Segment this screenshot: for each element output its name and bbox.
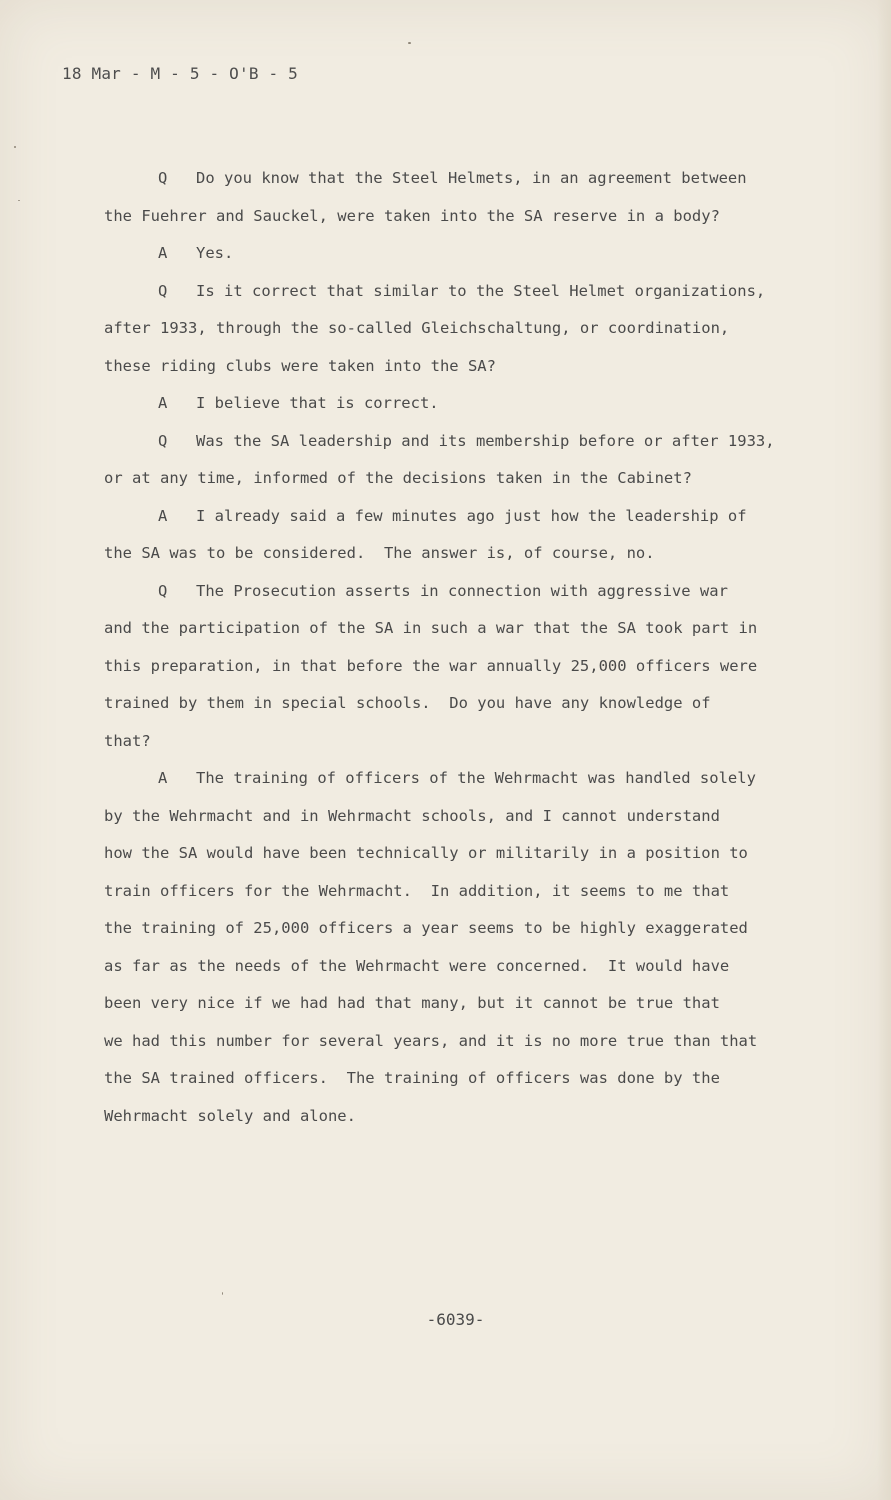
transcript-line: trained by them in special schools. Do you have any knowledge of xyxy=(104,694,711,712)
transcript-line: or at any time, informed of the decisions taken in the Cabinet? xyxy=(104,469,692,487)
qa-turn xyxy=(104,760,804,1135)
qa-turn xyxy=(104,385,804,423)
page-number: -6039- xyxy=(426,1310,485,1329)
paper-speck xyxy=(18,200,20,201)
transcript-line: we had this number for several years, and it is no more true than that xyxy=(104,1031,758,1050)
paper-speck xyxy=(14,146,16,148)
paper-speck xyxy=(408,42,411,44)
qa-turn xyxy=(104,498,804,573)
transcript-line: these riding clubs were taken into the SA? xyxy=(104,356,496,375)
transcript-line: as far as the needs of the Wehrmacht were concerned. It would have xyxy=(104,956,730,975)
transcript-line: train officers for the Wehrmacht. In addition, it seems to me that xyxy=(104,881,730,900)
page-edge-shadow xyxy=(877,0,891,1500)
transcript-line: Do you know that the Steel Helmets, in an agreement between xyxy=(196,169,747,187)
transcript-line: after 1933, through the so-called Gleichschaltung, or coordination, xyxy=(104,319,730,337)
speaker-label: A xyxy=(158,769,168,787)
transcript-line: and the participation of the SA in such a war that the SA took part in xyxy=(104,619,758,637)
transcript-line: how the SA would have been technically or militarily in a position to xyxy=(104,844,748,862)
transcript-line: I already said a few minutes ago just how the leadership of xyxy=(196,506,747,525)
transcript-line: Wehrmacht solely and alone. xyxy=(104,1106,356,1125)
transcript-line: that? xyxy=(104,731,151,750)
qa-turn xyxy=(104,423,804,498)
qa-turn xyxy=(104,573,804,761)
transcript-body xyxy=(104,160,804,1135)
speaker-label: A xyxy=(158,244,168,262)
transcript-line: been very nice if we had had that many, but it cannot be true that xyxy=(104,994,720,1012)
transcript-line: Was the SA leadership and its membership before or after 1933, xyxy=(196,431,775,450)
transcript-line: the SA trained officers. The training of officers was done by the xyxy=(104,1069,720,1087)
transcript-line: I believe that is correct. xyxy=(196,394,439,412)
transcript-line: the Fuehrer and Sauckel, were taken into the SA reserve in a body? xyxy=(104,206,720,225)
transcript-line: the SA was to be considered. The answer is, of course, no. xyxy=(104,544,655,562)
paper-speck xyxy=(222,1292,223,1295)
speaker-label: Q xyxy=(158,281,168,300)
speaker-label: Q xyxy=(158,169,168,187)
speaker-label: A xyxy=(158,394,168,412)
qa-turn xyxy=(104,235,804,273)
transcript-line: Yes. xyxy=(196,244,234,262)
transcript-line: the training of 25,000 officers a year seems to be highly exaggerated xyxy=(104,919,748,937)
speaker-label: Q xyxy=(158,581,168,600)
transcript-line: The training of officers of the Wehrmacht was handled solely xyxy=(196,769,756,787)
speaker-label: Q xyxy=(158,431,168,450)
transcript-line: Is it correct that similar to the Steel Helmet organizations, xyxy=(196,281,766,300)
transcript-line: this preparation, in that before the war annually 25,000 officers were xyxy=(104,656,758,675)
qa-turn xyxy=(104,160,804,235)
transcript-line: by the Wehrmacht and in Wehrmacht schools, and I cannot understand xyxy=(104,806,720,825)
speaker-label: A xyxy=(158,506,168,525)
page-header: 18 Mar - M - 5 - O'B - 5 xyxy=(62,64,298,83)
qa-turn xyxy=(104,273,804,386)
transcript-line: The Prosecution asserts in connection with aggressive war xyxy=(196,581,728,600)
